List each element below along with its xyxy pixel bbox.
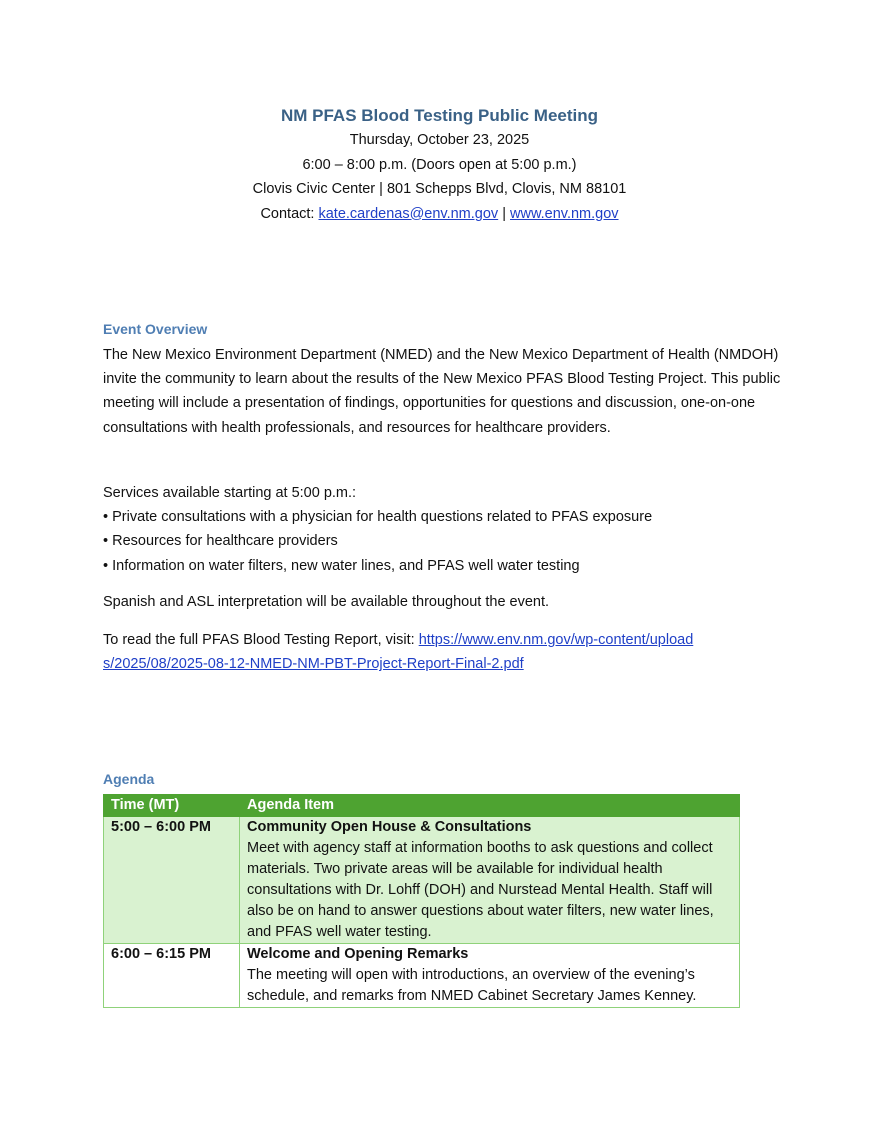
report-label: To read the full PFAS Blood Testing Report, visit: xyxy=(103,632,419,648)
contact-website-link[interactable]: www.env.nm.gov xyxy=(510,205,619,222)
agenda-heading: Agenda xyxy=(103,771,155,787)
report-link[interactable]: https://www.env.nm.gov/wp-content/uploads/2025/08/2025-08-12-NMED-NM-PBT-Project-Report-Final-2.pdf xyxy=(103,632,694,673)
service-item: • Resources for healthcare providers xyxy=(103,533,338,550)
services-block xyxy=(103,481,783,578)
services-intro: Services available starting at 5:00 p.m.: xyxy=(103,485,357,501)
contact-email-link[interactable]: kate.cardenas@env.nm.gov xyxy=(318,205,499,222)
agenda-time: 5:00 – 6:00 PM xyxy=(104,817,240,944)
meeting-header xyxy=(0,104,879,226)
meeting-time: 6:00 – 8:00 p.m. (Doors open at 5:00 p.m.) xyxy=(302,156,577,173)
agenda-item xyxy=(240,944,740,1008)
meeting-date: Thursday, October 23, 2025 xyxy=(349,132,530,148)
meeting-title: NM PFAS Blood Testing Public Meeting xyxy=(280,106,599,125)
service-item: • Information on water filters, new water lines, and PFAS well water testing xyxy=(103,557,580,574)
report-text xyxy=(103,628,703,676)
agenda-header-row xyxy=(104,795,740,817)
agenda-item xyxy=(240,817,740,944)
agenda-table xyxy=(103,794,740,1008)
agenda-item-title: Community Open House & Consultations xyxy=(247,819,532,835)
column-header-time: Time (MT) xyxy=(104,795,240,817)
agenda-item-description: Meet with agency staff at information booths to ask questions and collect materials. Two private areas will be available for individual health consultations with Dr. Lohff (DOH) and Nurstead Mental Health. Staff will also be on hand to answer questions about water filters, new water lines, and PFAS well water testing. xyxy=(247,840,714,940)
event-overview-heading: Event Overview xyxy=(103,321,208,337)
interpretation-text: Spanish and ASL interpretation will be available throughout the event. xyxy=(103,594,550,610)
overview-paragraph: The New Mexico Environment Department (NMED) and the New Mexico Department of Health (NMDOH) invite the community to learn about the results of the New Mexico PFAS Blood Testing Project. This public meeting will include a presentation of findings, opportunities for questions and discussion, one-on-one consultations with health professionals, and resources for healthcare providers. xyxy=(103,347,781,436)
meeting-location: Clovis Civic Center | 801 Schepps Blvd, Clovis, NM 88101 xyxy=(252,181,627,197)
agenda-item-title: Welcome and Opening Remarks xyxy=(247,946,469,962)
column-header-item: Agenda Item xyxy=(240,795,740,817)
event-overview-body xyxy=(103,343,783,440)
interpretation-note xyxy=(103,590,783,614)
agenda-time: 6:00 – 6:15 PM xyxy=(104,944,240,1008)
meeting-contact xyxy=(0,202,879,227)
service-item: • Private consultations with a physician for health questions related to PFAS exposure xyxy=(103,509,653,526)
contact-separator: | xyxy=(498,205,510,222)
agenda-item-description: The meeting will open with introductions, an overview of the evening’s schedule, and remarks from NMED Cabinet Secretary James Kenney. xyxy=(247,967,697,1004)
agenda-row xyxy=(104,944,740,1008)
agenda-row xyxy=(104,817,740,944)
report-note xyxy=(103,628,703,676)
contact-label: Contact: xyxy=(260,205,319,222)
